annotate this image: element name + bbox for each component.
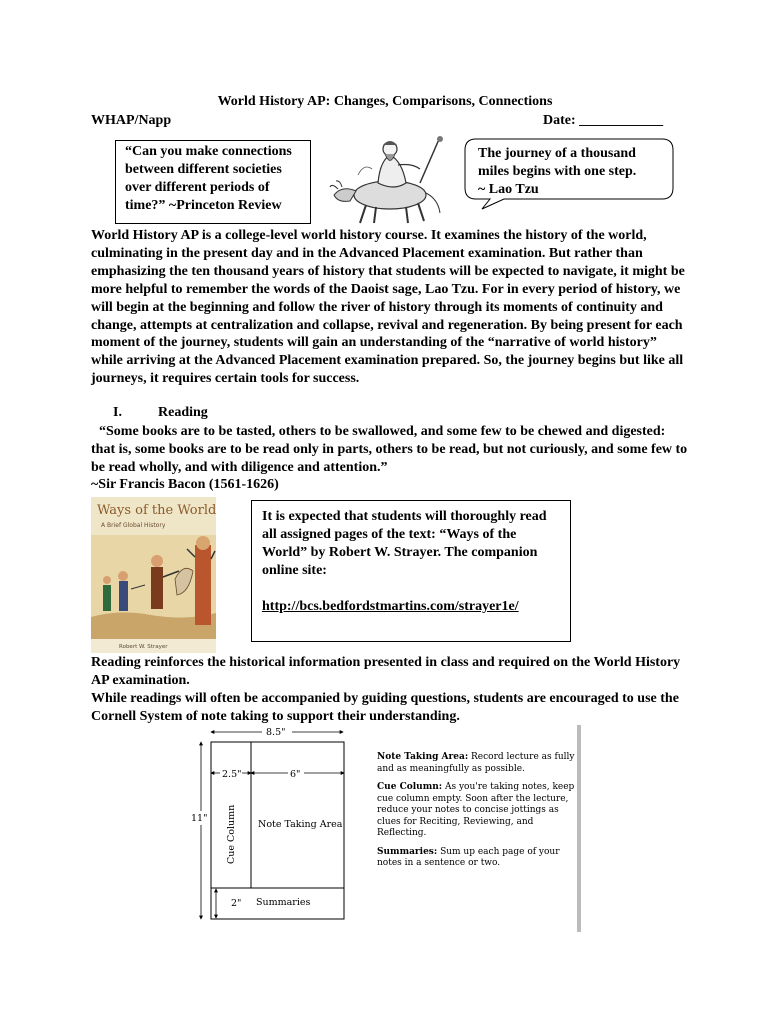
section-title: Reading	[158, 405, 208, 420]
cue-width-label: 2.5"	[222, 769, 242, 780]
book-cover-subtitle: A Brief Global History	[101, 522, 166, 529]
cue-column-desc: As you're taking notes, keep cue column empty. Soon after the lecture, reduce your notes to concise jottings as clues for Reciting, Reviewing, and Reflecting.	[377, 782, 575, 838]
cornell-explanations	[377, 752, 577, 877]
date-field: Date: ____________	[543, 113, 664, 128]
book-cover-author: Robert W. Strayer	[119, 644, 168, 650]
section-heading-reading	[113, 405, 208, 421]
note-taking-desc: Record lecture as fully and as meaningfully as possible.	[377, 752, 575, 774]
lao-tzu-ox-illustration	[328, 133, 458, 225]
book-cover-title: Ways of the World	[97, 503, 216, 518]
lao-tzu-quote	[478, 145, 668, 199]
textbook-info-text: It is expected that students will thoroughly read all assigned pages of the text: “Ways of the World” by Robert W. Strayer. The companion online site:	[262, 509, 547, 578]
reading-paragraph	[91, 654, 691, 726]
note-taking-term: Note Taking Area:	[377, 752, 469, 762]
lao-tzu-quote-line-2: miles begins with one step.	[478, 164, 637, 179]
book-cover-image	[91, 497, 216, 653]
lao-tzu-quote-attribution: ~ Lao Tzu	[478, 182, 539, 197]
bacon-attribution: ~Sir Francis Bacon (1561-1626)	[91, 477, 279, 492]
note-taking-explanation	[377, 752, 577, 775]
summary-height-label: 2"	[231, 898, 242, 909]
cue-column-term: Cue Column:	[377, 782, 443, 792]
bacon-quote: “Some books are to be tasted, others to be swallowed, and some few to be chewed and digested: that is, some books are to be read only in parts, others to be read, but not curiously, and some few to be read wholly, and with diligence and attention.”	[91, 424, 688, 475]
reading-paragraph-line-2: While readings will often be accompanied by guiding questions, students are encouraged to use the Cornell System of note taking to support their understanding.	[91, 690, 679, 724]
reading-paragraph-line-1: Reading reinforces the historical information presented in class and required on the World History AP examination.	[91, 655, 681, 688]
summaries-term: Summaries:	[377, 846, 438, 857]
textbook-info-box	[251, 500, 571, 642]
height-label: 11"	[191, 813, 208, 824]
lao-tzu-quote-line-1: The journey of a thousand	[478, 146, 636, 161]
page-title: World History AP: Changes, Comparisons, Connections	[217, 94, 553, 109]
notes-width-label: 6"	[290, 769, 301, 780]
cue-column-explanation	[377, 782, 577, 840]
companion-site-link[interactable]: http://bcs.bedfordstmartins.com/strayer1e/	[262, 599, 519, 614]
summaries-explanation	[377, 847, 577, 870]
class-name: WHAP/Napp	[91, 113, 172, 128]
princeton-quote-box: “Can you make connections between different societies over different periods of time?” ~Princeton Review	[115, 140, 311, 224]
intro-paragraph: World History AP is a college-level world history course. It examines the history of the world, culminating in the present day and in the Advanced Placement examination. But rather than emphasizing the ten thousand years of history that students will be expected to navigate, it might be more helpful to remember the words of the Daoist sage, Lao Tzu. For in every period of history, we will begin at the beginning and follow the river of history through its moments of continuity and change, attempts at centralization and collapse, revival and regeneration. By being present for each moment of the journey, students will gain an understanding of the “narrative of world history” while arriving at the Advanced Placement examination prepared. So, the journey begins but like all journeys, it requires certain tools for success.	[91, 228, 685, 387]
width-label: 8.5"	[266, 727, 286, 738]
section-number: I.	[113, 405, 122, 420]
cue-column-label: Cue Column	[226, 804, 237, 864]
note-taking-area-label: Note Taking Area	[258, 819, 343, 830]
summaries-desc: Sum up each page of your notes in a sentence or two.	[377, 846, 560, 868]
summaries-label: Summaries	[256, 897, 311, 908]
